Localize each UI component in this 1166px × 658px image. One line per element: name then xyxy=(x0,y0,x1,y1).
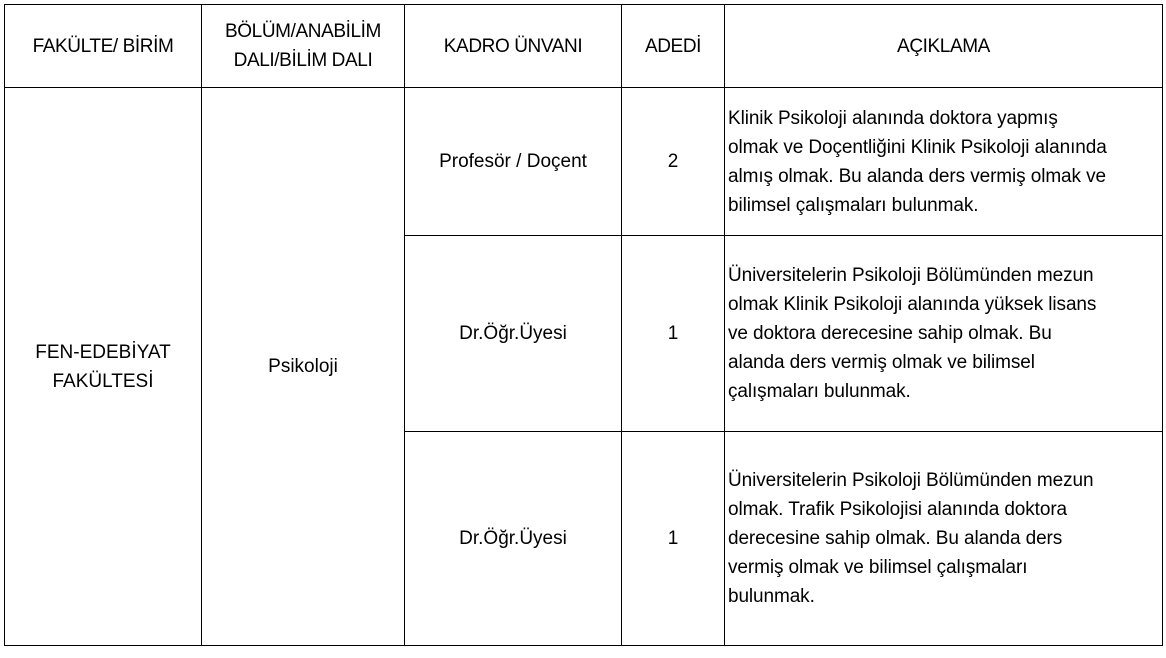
bolum-cell: Psikoloji xyxy=(202,88,405,646)
kadro-table xyxy=(4,4,1163,646)
aciklama-line: vermiş olmak ve bilimsel çalışmaları xyxy=(728,557,1028,578)
aciklama-line: olmak. Trafik Psikolojisi alanında doktora xyxy=(728,499,1068,520)
aciklama-line: Üniversitelerin Psikoloji Bölümünden mezun xyxy=(728,470,1094,491)
header-aciklama: AÇIKLAMA xyxy=(725,5,1163,88)
header-row xyxy=(5,5,1163,88)
adet-cell: 2 xyxy=(622,88,725,236)
aciklama-line: derecesine sahip olmak. Bu alanda ders xyxy=(728,528,1063,549)
aciklama-line: almış olmak. Bu alanda ders vermiş olmak ve xyxy=(728,165,1106,187)
table-row xyxy=(5,88,1163,236)
header-kadro: KADRO ÜNVANI xyxy=(405,5,622,88)
aciklama-cell xyxy=(725,432,1163,646)
aciklama-line: ve doktora derecesine sahip olmak. Bu xyxy=(728,323,1052,344)
kadro-cell: Profesör / Doçent xyxy=(405,88,622,236)
header-bolum-line2: DALI/BİLİM DALI xyxy=(233,50,373,71)
aciklama-line: olmak ve Doçentliğini Klinik Psikoloji alanında xyxy=(728,136,1107,158)
aciklama-line: çalışmaları bulunmak. xyxy=(728,381,911,402)
aciklama-line: olmak Klinik Psikoloji alanında yüksek lisans xyxy=(728,294,1097,315)
aciklama-line: bulunmak. xyxy=(728,586,815,607)
kadro-cell: Dr.Öğr.Üyesi xyxy=(405,432,622,646)
aciklama-line: alanda ders vermiş olmak ve bilimsel xyxy=(728,352,1035,373)
fakulte-line1: FEN-EDEBİYAT xyxy=(35,341,171,363)
kadro-cell: Dr.Öğr.Üyesi xyxy=(405,236,622,432)
aciklama-line: Klinik Psikoloji alanında doktora yapmış xyxy=(728,107,1058,129)
fakulte-line2: FAKÜLTESİ xyxy=(52,370,154,392)
aciklama-cell xyxy=(725,236,1163,432)
adet-cell: 1 xyxy=(622,432,725,646)
aciklama-line: bilimsel çalışmaları bulunmak. xyxy=(728,194,979,216)
header-bolum xyxy=(202,5,405,88)
header-fakulte: FAKÜLTE/ BİRİM xyxy=(5,5,202,88)
header-adedi: ADEDİ xyxy=(622,5,725,88)
aciklama-line: Üniversitelerin Psikoloji Bölümünden mezun xyxy=(728,265,1094,286)
fakulte-cell xyxy=(5,88,202,646)
adet-cell: 1 xyxy=(622,236,725,432)
header-bolum-line1: BÖLÜM/ANABİLİM xyxy=(225,21,381,42)
aciklama-cell xyxy=(725,88,1163,236)
